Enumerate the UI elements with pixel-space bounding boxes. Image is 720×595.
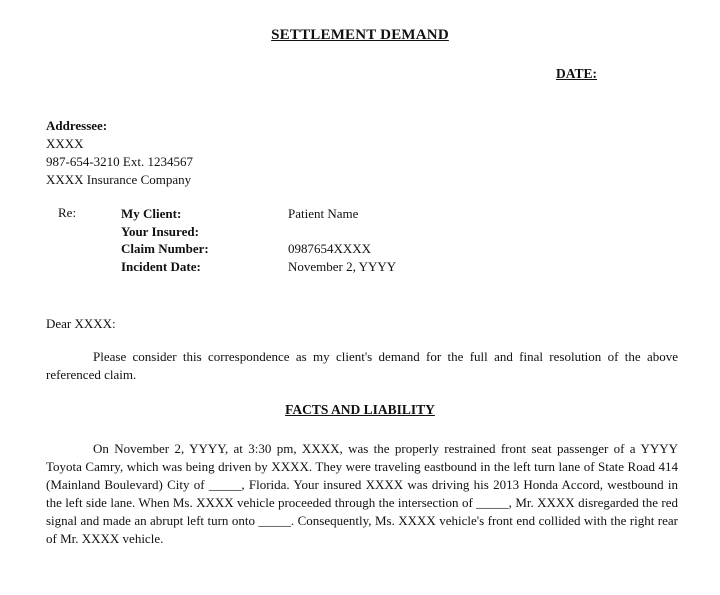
intro-paragraph: Please consider this correspondence as my client's demand for the full and final resolution of the above referenced claim. — [46, 349, 678, 382]
addressee-name: XXXX — [46, 136, 84, 151]
addressee-company: XXXX Insurance Company — [46, 172, 192, 187]
re-field-label-date: Incident Date: — [121, 258, 201, 274]
facts-paragraph: On November 2, YYYY, at 3:30 pm, XXXX, was the properly restrained front seat passenger of a YYYY Toyota Camry, which was being driven by XXXX. They were traveling eastbound in the left turn lane of State Road 414 (Mainland Boulevard) City of _____, Florida. Your insured XXXX was driving his 2013 Honda Accord, westbound in the left side lane. When Ms. XXXX vehicle proceeded through the intersection of _____, Mr. XXXX disregarded the red signal and made an abrupt left turn onto _____. Consequently, Ms. XXXX vehicle's front end collided with the right rear of Mr. XXXX vehicle. — [46, 441, 678, 546]
document-title: SETTLEMENT DEMAND — [271, 27, 449, 43]
re-field-label-client: My Client: — [121, 206, 182, 221]
re-field-value-date: November 2, YYYY — [288, 258, 397, 274]
addressee-label: Addressee: — [46, 118, 108, 133]
addressee-block — [46, 117, 193, 189]
greeting: Dear XXXX: — [46, 316, 116, 331]
addressee-phone: 987-654-3210 Ext. 1234567 — [46, 154, 193, 169]
re-field-value-claim: 0987654XXXX — [288, 241, 372, 256]
re-field-values — [288, 205, 396, 275]
re-field-label-claim: Claim Number: — [121, 241, 209, 256]
date-label: DATE: — [556, 66, 598, 81]
re-label: Re: — [58, 205, 77, 220]
section-title-facts: FACTS AND LIABILITY — [285, 402, 435, 417]
re-field-label-insured: Your Insured: — [121, 223, 199, 239]
re-field-labels — [121, 205, 209, 275]
re-field-value-client: Patient Name — [288, 206, 359, 221]
re-field-value-insured — [288, 223, 396, 241]
